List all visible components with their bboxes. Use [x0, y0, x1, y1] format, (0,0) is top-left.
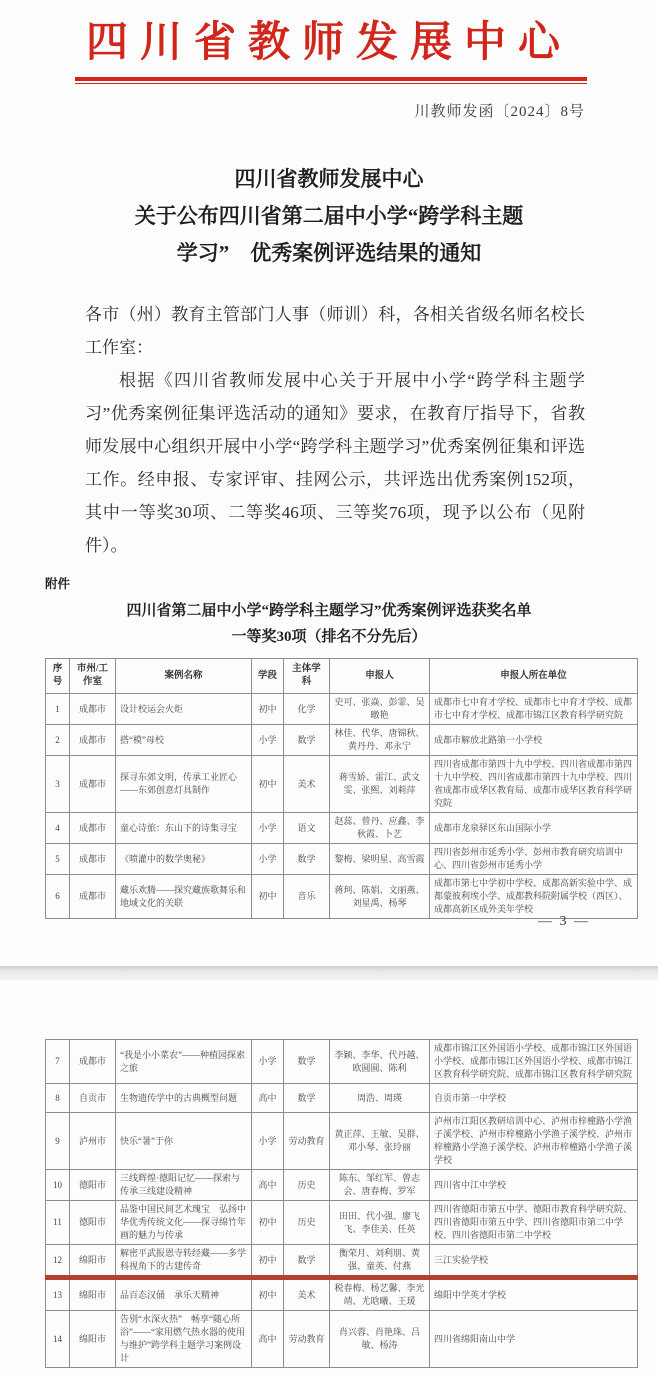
table-cell: 《喷灌中的数学奥秘》 — [116, 844, 252, 875]
table-cell: 成都市第七中学初中学校、成都高新实验中学、成都蒙彼利埃小学、成都教科院附属学校（西区）、成都高新区成外美年学校 — [430, 875, 638, 919]
table-cell: 成都市七中育才学校、成都市七中育才学校、成都市七中育才学校、成都市锦江区教育科学研究院 — [430, 694, 638, 725]
table-cell: 自贡市第一中学校 — [430, 1084, 638, 1113]
table-cell: 历史 — [284, 1201, 330, 1245]
table-cell: 小学 — [252, 1040, 284, 1084]
table-cell: 周浩、周瑛 — [330, 1084, 430, 1113]
awards-table-subtitle: 一等奖30项（排名不分先后） — [231, 629, 427, 645]
table-cell: 美术 — [284, 756, 330, 813]
table-cell: 成都市 — [70, 1040, 116, 1084]
table-cell: 数学 — [284, 1084, 330, 1113]
table-cell: 劳动教育 — [284, 1113, 330, 1170]
table-cell: 衡荣月、刘利朋、黄强、童英、付燕 — [330, 1245, 430, 1278]
table-row — [46, 1201, 638, 1245]
table-cell: 快乐“暑”于你 — [116, 1113, 252, 1170]
table-header-row — [46, 659, 638, 694]
table-cell: 初中 — [252, 875, 284, 919]
table-cell: 黄正萍、王敏、吴群、邓小琴、张玲丽 — [330, 1113, 430, 1170]
table-cell: 数学 — [284, 1040, 330, 1084]
table-cell: 化学 — [284, 694, 330, 725]
table-cell: 品鉴中国民间艺术瑰宝 弘扬中华优秀传统文化——探寻绵竹年画的魅力与传承 — [116, 1201, 252, 1245]
table-cell: 历史 — [284, 1170, 330, 1201]
column-header: 市州/工作室 — [70, 659, 116, 694]
table-cell: 高中 — [252, 1084, 284, 1113]
letterhead-rule — [75, 77, 587, 84]
table-cell: 8 — [46, 1084, 70, 1113]
table-cell: 税春梅、杨艺馨、李光靖、尤晗曦、王瑗 — [330, 1278, 430, 1311]
table-cell: 德阳市 — [70, 1201, 116, 1245]
table-cell: 德阳市 — [70, 1170, 116, 1201]
table-cell: 设计校运会火炬 — [116, 694, 252, 725]
table-cell: 林佳、代华、唐锦秋、黄丹丹、邓永宁 — [330, 725, 430, 756]
table-cell: “我是小小菜农”——种植园探索之旅 — [116, 1040, 252, 1084]
page-number: — 3 — — [538, 914, 590, 929]
table-cell: 3 — [46, 756, 70, 813]
notice-title-line-1: 四川省教师发展中心 — [234, 167, 424, 191]
table-row — [46, 725, 638, 756]
document-page-2 — [0, 980, 658, 1377]
table-cell: 四川省中江中学校 — [430, 1170, 638, 1201]
awards-table-page-2 — [45, 1039, 638, 1368]
table-cell: 13 — [46, 1278, 70, 1311]
table-cell: 陈东、邹红军、曾志会、唐春梅、罗军 — [330, 1170, 430, 1201]
table-row — [46, 1311, 638, 1368]
table-cell: 蒋雪娇、雷江、武文雯、张熙、刘莉萍 — [330, 756, 430, 813]
table-cell: 初中 — [252, 694, 284, 725]
table-cell: 成都市 — [70, 725, 116, 756]
table-cell: 泸州市 — [70, 1113, 116, 1170]
table-cell: 成都市 — [70, 756, 116, 813]
table-cell: 绵阳中学英才学校 — [430, 1278, 638, 1311]
table-cell: 美术 — [284, 1278, 330, 1311]
awards-table-continued-wrap — [0, 980, 658, 1368]
table-cell: 初中 — [252, 1201, 284, 1245]
table-cell: 语文 — [284, 813, 330, 844]
table-cell: 初中 — [252, 756, 284, 813]
table-cell: 成都市 — [70, 694, 116, 725]
table-cell: 李颖、李华、代丹越、欧圆圆、陈利 — [330, 1040, 430, 1084]
letterhead-title: 四川省教师发展中心 — [85, 20, 572, 66]
column-header: 申报人 — [330, 659, 430, 694]
table-row — [46, 1084, 638, 1113]
column-header: 主体学科 — [284, 659, 330, 694]
table-cell: 1 — [46, 694, 70, 725]
table-cell: 小学 — [252, 1113, 284, 1170]
page-gap — [0, 966, 658, 980]
table-cell: 赵蕊、曾丹、应鑫、李秋霞、卜艺 — [330, 813, 430, 844]
awards-table-title: 四川省第二届中小学“跨学科主题学习”优秀案例评选获奖名单 — [126, 603, 532, 619]
table-cell: 史可、张焱、彭霏、吴暾艳 — [330, 694, 430, 725]
table-cell: 四川省绵阳南山中学 — [430, 1311, 638, 1368]
column-header: 申报人所在单位 — [430, 659, 638, 694]
table-cell: 肖兴蓉、肖艳珠、吕敏、杨涛 — [330, 1311, 430, 1368]
table-cell: 绵阳市 — [70, 1278, 116, 1311]
table-cell: 数学 — [284, 844, 330, 875]
table-cell: 初中 — [252, 1245, 284, 1278]
table-cell: 解密平武报恩寺转经藏——多学科视角下的古建传奇 — [116, 1245, 252, 1278]
table-row — [46, 1170, 638, 1201]
table-row — [46, 1113, 638, 1170]
table-cell: 四川省德阳市第五中学、德阳市教育科学研究院、四川省德阳市第五中学、四川省德阳市第二中学校、四川省德阳市第二中学校 — [430, 1201, 638, 1245]
notice-title — [0, 161, 658, 272]
table-cell: 2 — [46, 725, 70, 756]
table-row — [46, 756, 638, 813]
column-header: 案例名称 — [116, 659, 252, 694]
table-cell: 成都市 — [70, 813, 116, 844]
table-cell: 自贡市 — [70, 1084, 116, 1113]
table-cell: 5 — [46, 844, 70, 875]
body-paragraph: 根据《四川省教师发展中心关于开展中小学“跨学科主题学习”优秀案例征集评选活动的通知》要求，在教育厅指导下，省教师发展中心组织开展中小学“跨学科主题学习”优秀案例征集和评选工作。经申报、专家评审、挂网公示，共评选出优秀案例152项，其中一等奖30项、二等奖46项、三等奖76项，现予以公布（见附件）。 — [85, 371, 585, 555]
attachment-label: 附件 — [45, 577, 71, 591]
table-cell: 成都市 — [70, 844, 116, 875]
table-row — [46, 1278, 638, 1311]
table-row-highlighted — [46, 1245, 638, 1278]
table-cell: 田田、代小强、廖飞飞、李佳美、任英 — [330, 1201, 430, 1245]
table-cell: 小学 — [252, 844, 284, 875]
table-cell: 生物遗传学中的古典概型问题 — [116, 1084, 252, 1113]
table-cell: 劳动教育 — [284, 1311, 330, 1368]
table-cell: 音乐 — [284, 875, 330, 919]
column-header: 学段 — [252, 659, 284, 694]
table-cell: 4 — [46, 813, 70, 844]
table-cell: 10 — [46, 1170, 70, 1201]
table-cell: 告别“水深火热” 畅享“随心所浴”——“家用燃气热水器的使用与维护”跨学科主题学习案例设计 — [116, 1311, 252, 1368]
table-row — [46, 694, 638, 725]
document-number: 川教师发函〔2024〕8号 — [414, 104, 585, 120]
table-cell: 蒋珂、陈娟、文丽燕、刘星禹、杨琴 — [330, 875, 430, 919]
table-cell: 四川省彭州市延秀小学、彭州市教育研究培训中心、四川省彭州市延秀小学 — [430, 844, 638, 875]
table-cell: 泸州市江阳区教研培训中心、泸州市梓橦路小学渔子溪学校、泸州市梓橦路小学渔子溪学校、泸州市梓橦路小学渔子溪学校、泸州市梓橦路小学渔子溪学校 — [430, 1113, 638, 1170]
table-cell: 绵阳市 — [70, 1245, 116, 1278]
table-cell: 小学 — [252, 813, 284, 844]
column-header: 序号 — [46, 659, 70, 694]
table-cell: 11 — [46, 1201, 70, 1245]
table-cell: 藏乐欢腾——探究藏族歌舞乐和地域文化的关联 — [116, 875, 252, 919]
salutation: 各市（州）教育主管部门人事（师训）科，各相关省级名师名校长工作室： — [85, 305, 585, 357]
table-cell: 成都市 — [70, 875, 116, 919]
table-cell: 数学 — [284, 725, 330, 756]
table-cell: 黎梅、梁明星、高雪霞 — [330, 844, 430, 875]
table-cell: 四川省成都市第四十九中学校、四川省成都市第四十九中学校、四川省成都市第四十九中学校、四川省成都市成华区教育局、成都市成华区教育科学研究院 — [430, 756, 638, 813]
table-cell: 高中 — [252, 1311, 284, 1368]
table-cell: 探寻东郊文明，传承工业匠心——东郊创意灯具制作 — [116, 756, 252, 813]
table-cell: 三江实验学校 — [430, 1245, 638, 1278]
table-cell: 数学 — [284, 1245, 330, 1278]
awards-table-page-1 — [45, 658, 638, 919]
table-row — [46, 844, 638, 875]
table-row — [46, 813, 638, 844]
table-cell: 成都市锦江区外国语小学校、成都市锦江区外国语小学校、成都市锦江区外国语小学校、成都市锦江区教育科学研究院、成都市锦江区教育科学研究院 — [430, 1040, 638, 1084]
table-row — [46, 875, 638, 919]
notice-title-line-3: 学习” 优秀案例评选结果的通知 — [176, 241, 482, 265]
table-cell: 高中 — [252, 1170, 284, 1201]
table-cell: 9 — [46, 1113, 70, 1170]
table-cell: 7 — [46, 1040, 70, 1084]
notice-body — [85, 298, 585, 562]
table-cell: 14 — [46, 1311, 70, 1368]
table-cell: 三线辉煌·德阳记忆——探索与传承三线建设精神 — [116, 1170, 252, 1201]
table-cell: 成都市龙泉驿区东山国际小学 — [430, 813, 638, 844]
table-cell: 绵阳市 — [70, 1311, 116, 1368]
table-cell: 小学 — [252, 725, 284, 756]
table-cell: 12 — [46, 1245, 70, 1278]
table-row — [46, 1040, 638, 1084]
notice-title-line-2: 关于公布四川省第二届中小学“跨学科主题 — [134, 204, 524, 228]
table-cell: 成都市解放北路第一小学校 — [430, 725, 638, 756]
table-cell: 6 — [46, 875, 70, 919]
table-cell: 搭“模”母校 — [116, 725, 252, 756]
table-cell: 初中 — [252, 1278, 284, 1311]
table-cell: 品百态汉俑 承乐天精神 — [116, 1278, 252, 1311]
table-cell: 童心诗旅：东山下的诗集寻宝 — [116, 813, 252, 844]
